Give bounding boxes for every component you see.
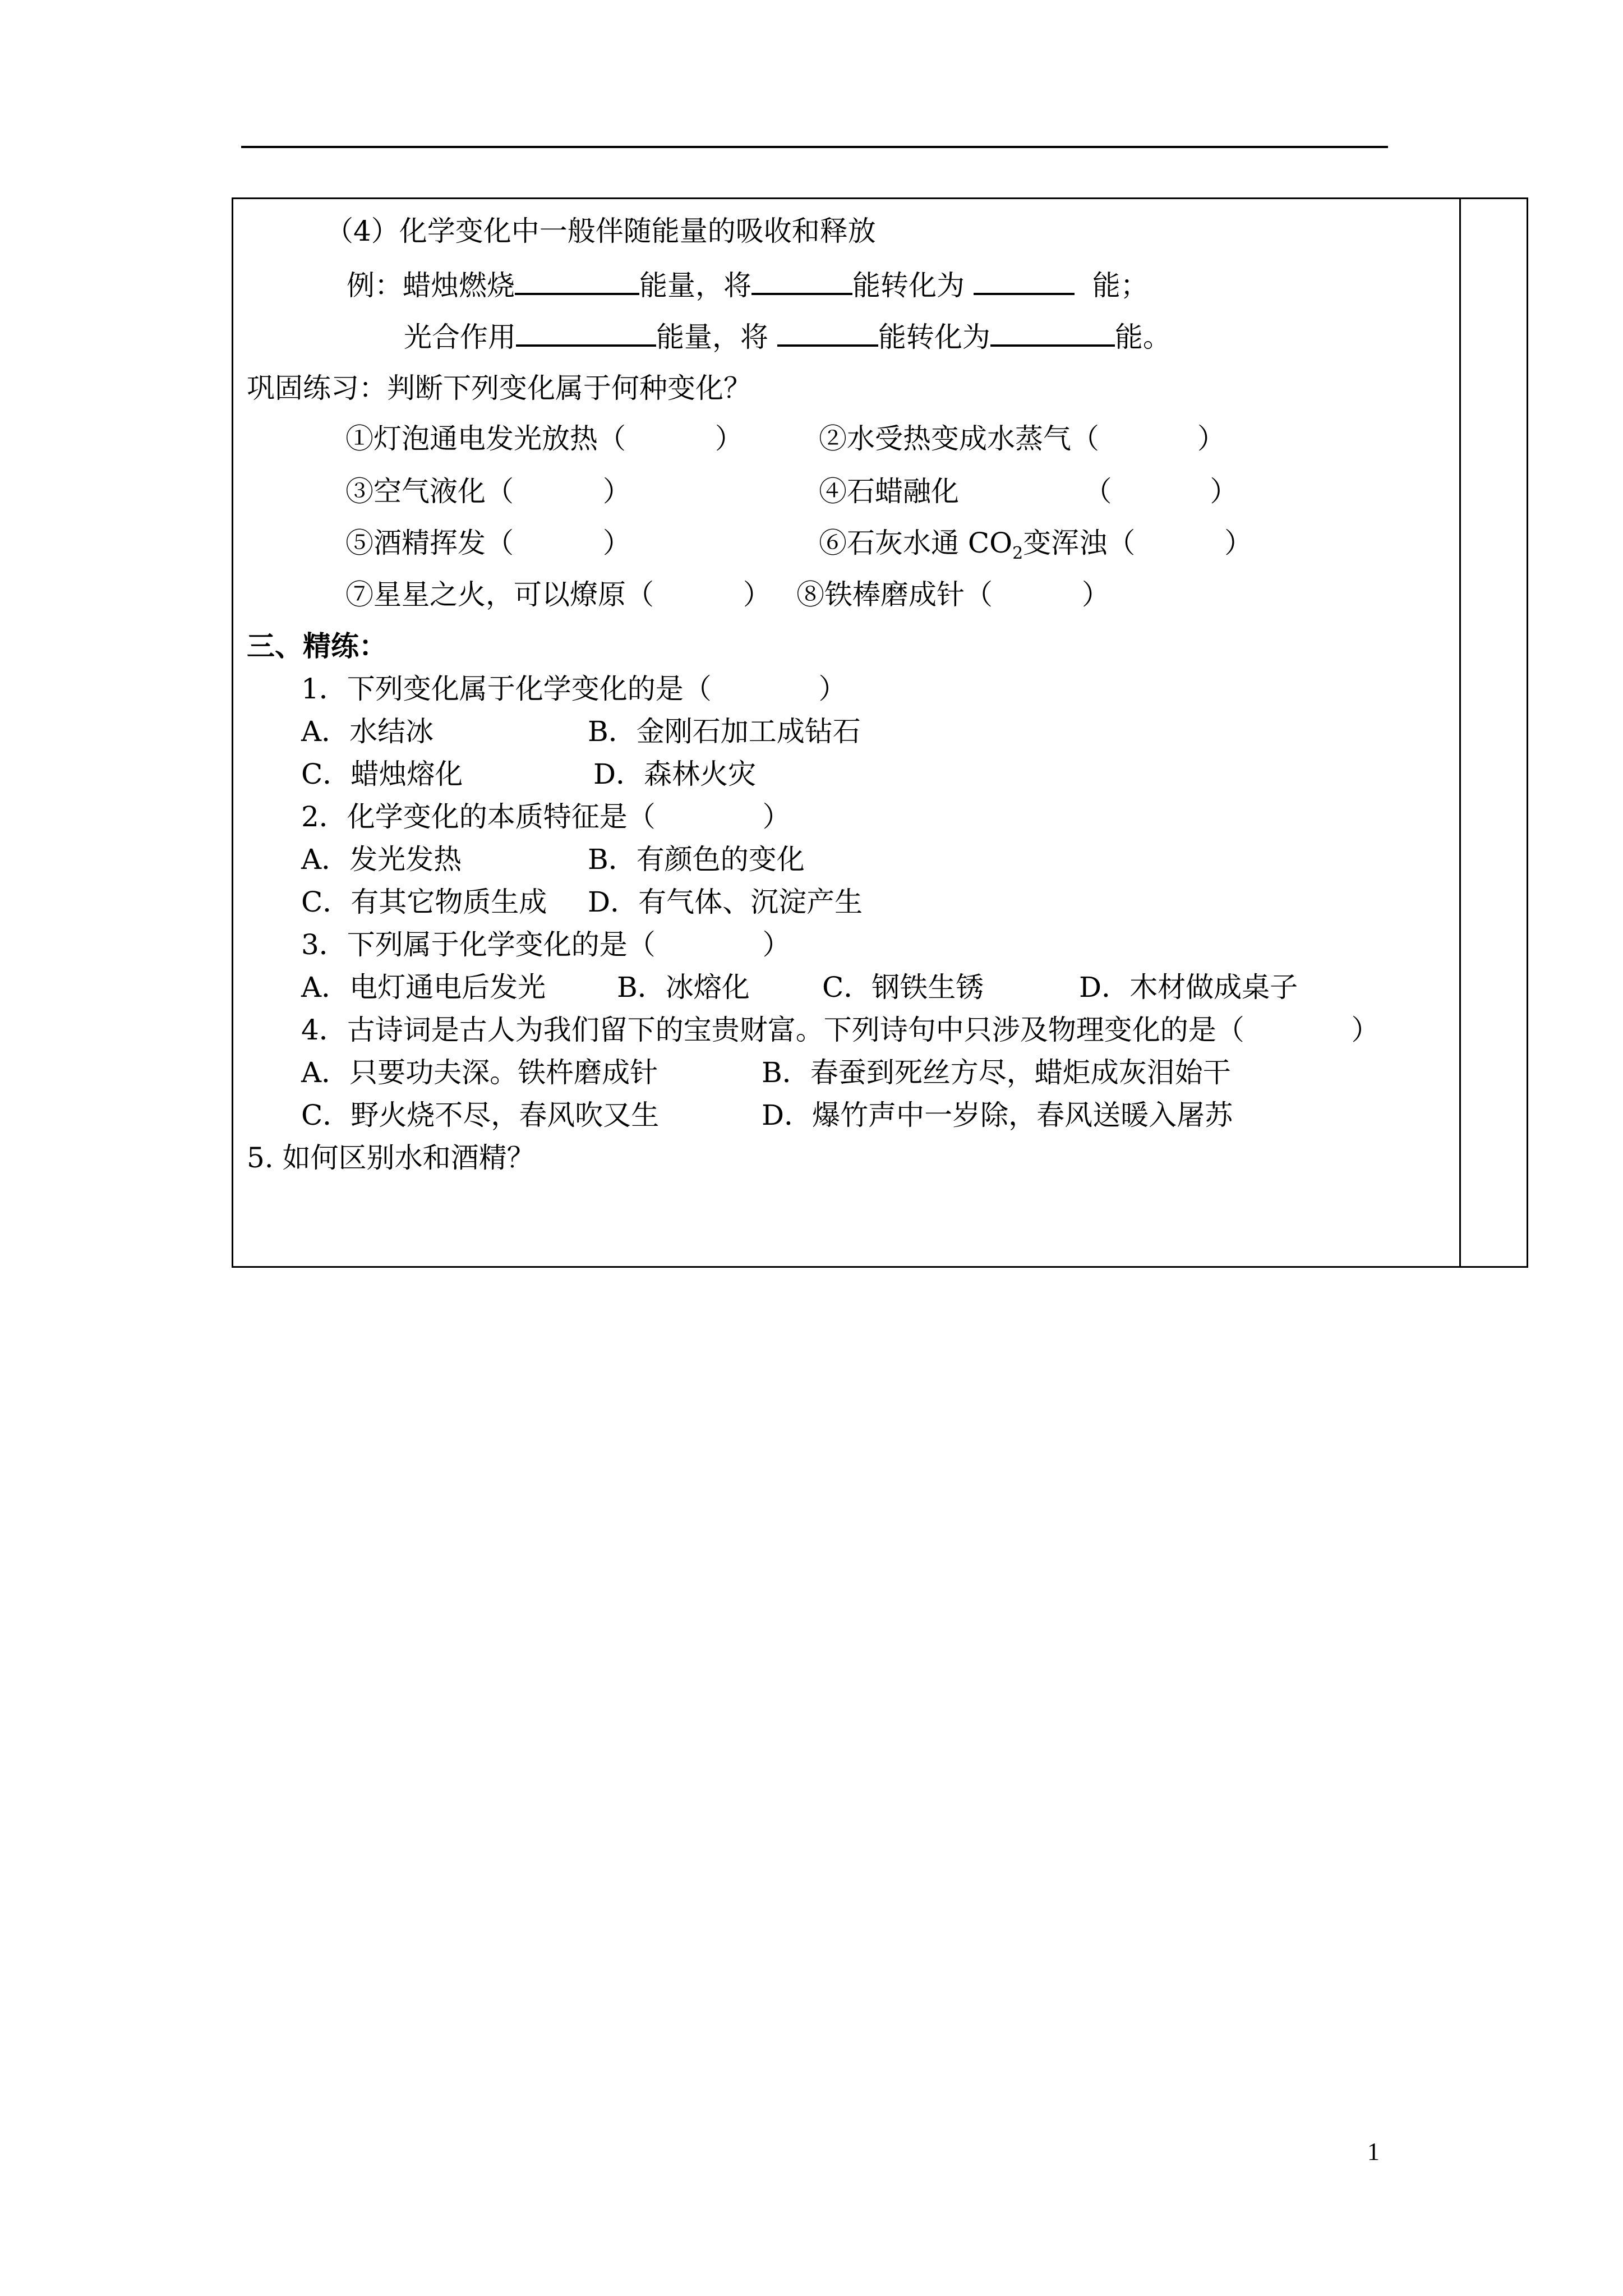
q2-option-c: C．有其它物质生成 — [301, 886, 547, 918]
practice-item-5: ⑤酒精挥发（ ） — [345, 527, 631, 559]
example-candle-line — [347, 267, 1149, 302]
example-text-2: 能转化为 — [852, 269, 965, 302]
practice-item-6 — [819, 526, 1252, 570]
example-end: 能； — [1092, 269, 1149, 302]
fill-blank[interactable] — [751, 267, 852, 295]
question-4: 4．古诗词是古人为我们留下的宝贵财富。下列诗句中只涉及物理变化的是（ ） — [301, 1014, 1380, 1046]
q3-option-a: A．电灯通电后发光 — [301, 971, 546, 1004]
example-prefix: 例：蜡烛燃烧 — [347, 269, 515, 302]
fill-blank[interactable] — [990, 319, 1115, 347]
practice-item-6-text: ⑥石灰水通 CO — [819, 527, 1013, 559]
header-rule — [241, 146, 1388, 148]
question-2: 2．化学变化的本质特征是（ ） — [301, 800, 791, 833]
practice-item-8: ⑧铁棒磨成针（ ） — [796, 578, 1110, 611]
q4-option-a: A．只要功夫深。铁杵磨成针 — [301, 1056, 658, 1089]
table-column-divider — [1459, 197, 1461, 1268]
example-photosynthesis-line — [404, 319, 1171, 354]
page-number: 1 — [1367, 2138, 1380, 2165]
photosynthesis-prefix: 光合作用 — [404, 321, 516, 353]
q1-option-d: D．森林火灾 — [593, 758, 757, 790]
q3-option-d: D．木材做成桌子 — [1079, 971, 1298, 1004]
practice-item-6-text-end: 变浑浊（ ） — [1023, 527, 1253, 559]
q4-option-d: D．爆竹声中一岁除，春风送暖入屠苏 — [762, 1099, 1233, 1131]
fill-blank[interactable] — [515, 267, 639, 295]
practice-item-2: ②水受热变成水蒸气（ ） — [819, 422, 1225, 455]
photosynthesis-end: 能。 — [1114, 321, 1171, 353]
q1-option-a: A．水结冰 — [301, 715, 434, 748]
q4-option-c: C．野火烧不尽，春风吹又生 — [301, 1099, 660, 1131]
practice-item-1: ①灯泡通电发光放热（ ） — [345, 422, 743, 455]
q4-option-b: B．春蚕到死丝方尽，蜡炬成灰泪始干 — [762, 1056, 1231, 1089]
example-text-1: 能量，将 — [639, 269, 751, 302]
practice-item-3: ③空气液化（ ） — [345, 475, 631, 508]
q2-option-a: A．发光发热 — [301, 843, 462, 876]
question-3: 3．下列属于化学变化的是（ ） — [301, 928, 791, 961]
q2-option-d: D．有气体、沉淀产生 — [588, 886, 863, 918]
photosynthesis-text-2: 能转化为 — [878, 321, 990, 353]
q1-option-c: C．蜡烛熔化 — [301, 758, 463, 790]
practice-title: 巩固练习：判断下列变化属于何种变化？ — [247, 372, 751, 404]
fill-blank[interactable] — [777, 319, 878, 347]
point-4-heading: （4）化学变化中一般伴随能量的吸收和释放 — [325, 215, 876, 247]
fill-blank[interactable] — [974, 267, 1075, 295]
q2-option-b: B．有颜色的变化 — [588, 843, 805, 876]
subscript: 2 — [1012, 544, 1023, 563]
q3-option-c: C．钢铁生锈 — [822, 971, 984, 1004]
practice-item-4: ④石蜡融化 （ ） — [819, 475, 1238, 508]
practice-item-7: ⑦星星之火，可以燎原（ ） — [345, 578, 771, 611]
section-3-title: 三、精练： — [247, 629, 387, 662]
question-1: 1．下列变化属于化学变化的是（ ） — [301, 673, 847, 705]
question-5: 5. 如何区别水和酒精？ — [247, 1142, 535, 1174]
q1-option-b: B．金刚石加工成钻石 — [588, 715, 861, 748]
photosynthesis-text-1: 能量，将 — [656, 321, 768, 353]
fill-blank[interactable] — [516, 319, 656, 347]
q3-option-b: B．冰熔化 — [617, 971, 750, 1004]
